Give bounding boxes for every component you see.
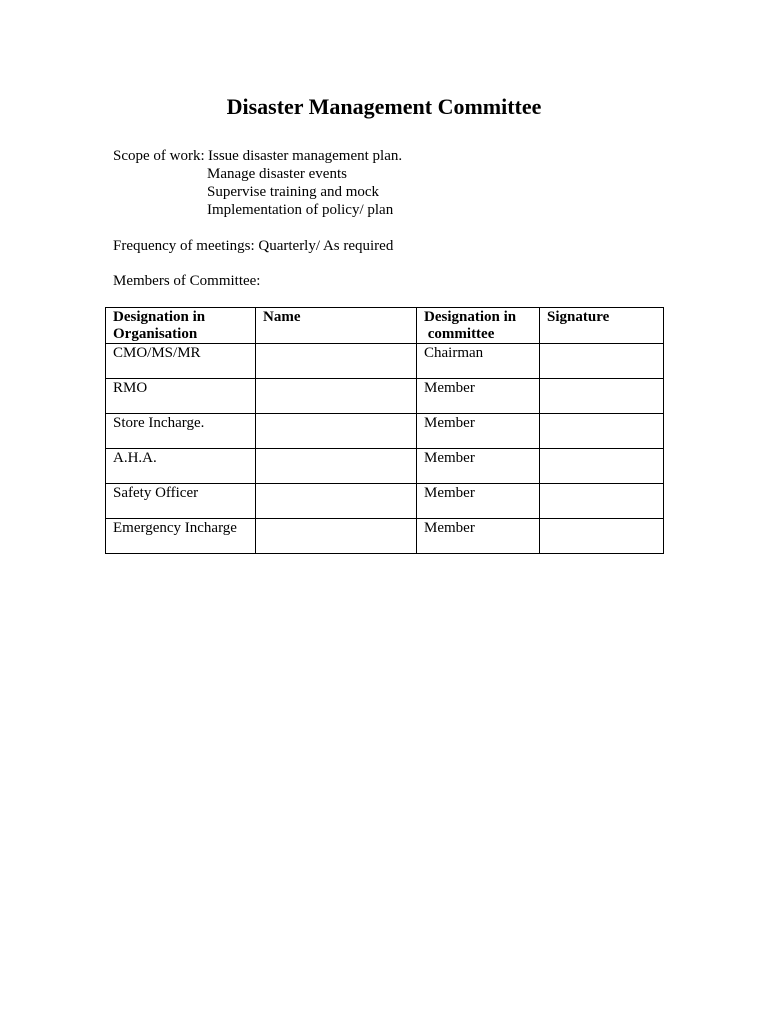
cell-name (256, 484, 417, 519)
scope-item: Issue disaster management plan. (208, 148, 403, 164)
scope-item: Supervise training and mock (207, 184, 380, 200)
cell-designation-committee: Member (417, 519, 540, 554)
cell-name (256, 449, 417, 484)
table-row (106, 379, 664, 414)
table-header-row (106, 308, 664, 344)
cell-signature (540, 519, 664, 554)
cell-designation-committee: Member (417, 449, 540, 484)
table-row (106, 414, 664, 449)
members-heading: Members of Committee: (113, 273, 261, 289)
cell-signature (540, 344, 664, 379)
table-row (106, 519, 664, 554)
meeting-frequency: Frequency of meetings: Quarterly/ As required (113, 238, 394, 254)
cell-designation-organisation: RMO (106, 379, 256, 414)
cell-designation-committee: Member (417, 484, 540, 519)
cell-designation-organisation: Store Incharge. (106, 414, 256, 449)
cell-designation-organisation: Safety Officer (106, 484, 256, 519)
header-designation-organisation: Designation in Organisation (106, 308, 256, 344)
scope-label: Scope of work: (113, 148, 205, 164)
table-row (106, 344, 664, 379)
cell-signature (540, 379, 664, 414)
header-designation-committee: Designation in committee (417, 308, 540, 344)
cell-designation-committee: Member (417, 379, 540, 414)
table-row (106, 449, 664, 484)
cell-name (256, 344, 417, 379)
cell-designation-committee: Member (417, 414, 540, 449)
scope-item: Manage disaster events (207, 166, 347, 182)
cell-signature (540, 449, 664, 484)
header-signature: Signature (540, 308, 664, 344)
table-row (106, 484, 664, 519)
cell-signature (540, 484, 664, 519)
members-table (105, 307, 664, 554)
cell-name (256, 414, 417, 449)
cell-designation-committee: Chairman (417, 344, 540, 379)
cell-designation-organisation: A.H.A. (106, 449, 256, 484)
cell-name (256, 519, 417, 554)
cell-designation-organisation: Emergency Incharge (106, 519, 256, 554)
header-name: Name (256, 308, 417, 344)
cell-name (256, 379, 417, 414)
cell-designation-organisation: CMO/MS/MR (106, 344, 256, 379)
cell-signature (540, 414, 664, 449)
scope-item: Implementation of policy/ plan (207, 202, 394, 218)
document-title: Disaster Management Committee (226, 94, 542, 119)
